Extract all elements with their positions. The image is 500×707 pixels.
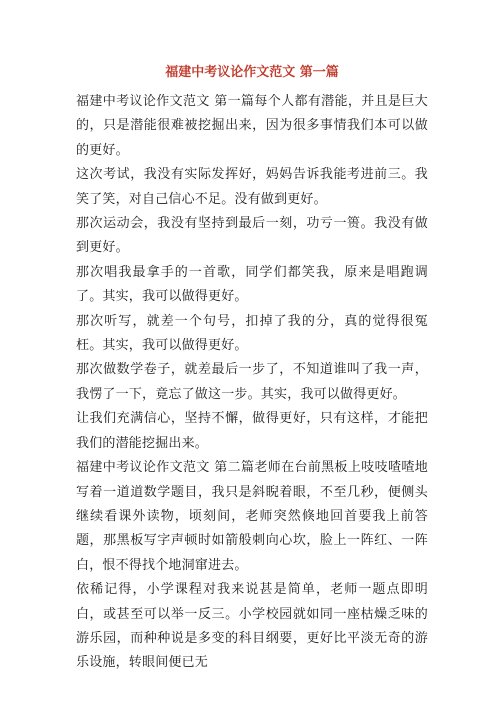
paragraph: 那次运动会，我没有坚持到最后一刻，功亏一篑。我没有做到更好。 [76, 216, 428, 256]
paragraph: 那次唱我最拿手的一首歌，同学们都笑我，原来是唱跑调了。其实，我可以做得更好。 [76, 264, 428, 305]
paragraph: 这次考试，我没有实际发挥好，妈妈告诉我能考进前三。我笑了笑，对自己信心不足。没有做到更好。 [76, 167, 428, 207]
paragraph: 福建中考议论作文范文 第一篇每个人都有潜能，并且是巨大的，只是潜能很难被挖掘出来，因为很多事情我们本可以做的更好。 [76, 94, 428, 158]
paragraph: 福建中考议论作文范文 第二篇老师在台前黑板上吱吱喳喳地写着一道道数学题目，我只是斜睨着眼，不至几秒，便侧头继续看课外读物，顷刻间，老师突然倏地回首要我上前答题，那黑板写字声顿时如箭般刺向心坎，脸上一阵红、一阵白，恨不得找个地洞窜进去。 [76, 460, 428, 573]
document-title: 福建中考议论作文范文 第一篇 [165, 65, 339, 80]
paragraph: 让我们充满信心，坚持不懈，做得更好，只有这样，才能把我们的潜能挖掘出来。 [76, 411, 428, 451]
paragraph: 依稀记得，小学课程对我来说甚是简单，老师一题点即明白，或甚至可以举一反三。小学校园就如同一座枯燥乏味的游乐园，而种种说是多变的科目纲要，更好比平淡无奇的游乐设施，转眼间便已无 [76, 582, 428, 671]
paragraph: 那次听写，就差一个句号，扣掉了我的分，真的觉得很冤枉。其实，我可以做得更好。 [76, 313, 428, 354]
paragraph: 那次做数学卷子，就差最后一步了，不知道谁叫了我一声，我愣了一下，竟忘了做这一步。其实，我可以做得更好。 [76, 362, 428, 402]
